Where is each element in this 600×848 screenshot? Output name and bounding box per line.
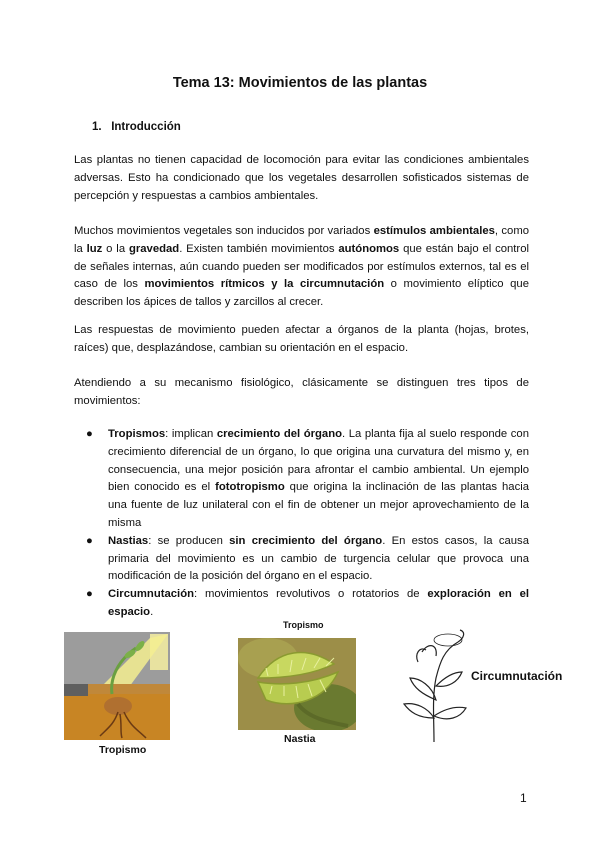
p2-bold-autonomos: autónomos: [338, 242, 400, 255]
bullet-icon: ●: [86, 588, 93, 601]
b2-bold-1: sin crecimiento del órgano: [229, 534, 383, 547]
tropismo-image: [64, 632, 170, 740]
list-item-nastias: [84, 533, 529, 586]
b3-text-b: .: [150, 605, 154, 618]
paragraph-1: Las plantas no tienen capacidad de locomoción para evitar las condiciones ambientales adversas. Esto ha condicionado que los vegetales desarrollen sofisticados sistemas de percepción y respuestas a cambios ambientales.: [74, 154, 529, 202]
b1-bold-1: crecimiento del órgano: [216, 428, 342, 440]
circumnutacion-caption: Circumnutación: [471, 669, 563, 683]
page-title: Tema 13: Movimientos de las plantas: [172, 75, 428, 91]
b1-bold-fototropismo: fototropismo: [215, 481, 285, 494]
term-nastias: Nastias: [108, 534, 149, 547]
p2-bold-ritmicos: movimientos rítmicos y la circumnutación: [144, 278, 385, 291]
b1-text-b: . La planta fija al suelo responde con crecimiento diferencial de un órgano, lo que origina una curvatura del mismo y, en consecuencia, una mejor posición para afrontar el cambio ambiental. Un ejemplo bien conocido es el: [108, 428, 529, 494]
tropismo-caption: Tropismo: [99, 744, 147, 756]
bullet-icon: ●: [86, 428, 93, 440]
paragraph-2: [74, 223, 529, 312]
list-item-circumnutacion: [84, 586, 529, 622]
nastia-image: [238, 638, 356, 730]
p2-text-g: o movimiento elíptico que describen los ápices de tallos y zarcillos al crecer.: [74, 278, 529, 309]
page-number: 1: [520, 791, 527, 805]
tropismo-top-caption: Tropismo: [283, 620, 324, 630]
p2-text-d: o la: [102, 242, 129, 255]
section-heading: [92, 121, 181, 133]
paragraph-4: Atendiendo a su mecanismo fisiológico, clásicamente se distinguen tres tipos de movimientos:: [74, 377, 529, 407]
paragraph-3: Las respuestas de movimiento pueden afectar a órganos de la planta (hojas, brotes, raíces) que, desplazándose, cambian su orientación en el espacio.: [74, 324, 529, 354]
term-tropismos: Tropismos: [108, 428, 166, 440]
p2-bold-luz: luz: [86, 242, 103, 255]
bullet-icon: ●: [86, 534, 93, 547]
p2-bold-gravedad: gravedad: [128, 242, 180, 255]
p2-text-a: Muchos movimientos vegetales son inducidos por variados: [74, 225, 374, 237]
list-item-tropismos: [84, 426, 529, 533]
b3-text-a: : movimientos revolutivos o rotatorios de: [194, 588, 428, 601]
p2-text-e: . Existen también movimientos: [179, 242, 339, 255]
b1-text-a: : implican: [165, 428, 217, 440]
circumnutacion-image: [388, 628, 474, 744]
term-circumnutacion: Circumnutación: [108, 588, 194, 601]
section-label: Introducción: [111, 121, 181, 133]
p2-text-c: , como la: [74, 225, 530, 255]
movement-types-list: [84, 426, 529, 622]
p2-text-f: que están bajo el control de señales internas, aún cuando pueden ser modificados por estímulos externos, tal es el caso de los: [74, 242, 529, 291]
b3-bold-1: exploración en el espacio: [108, 588, 529, 618]
b2-text-b: . En estos casos, la causa primaria del movimiento es un cambio de turgencia celular que provoca una modificación de la posición del órgano en el espacio.: [108, 534, 529, 583]
section-number: 1.: [92, 121, 102, 133]
p2-bold-estimulos: estímulos ambientales: [373, 225, 495, 237]
nastia-caption: Nastia: [284, 733, 316, 745]
b2-text-a: : se producen: [148, 534, 230, 547]
b1-text-c: que origina la inclinación de las plantas hacia una fuente de luz unilateral con el fin de obtener un mejor aprovechamiento de la misma: [108, 481, 530, 529]
